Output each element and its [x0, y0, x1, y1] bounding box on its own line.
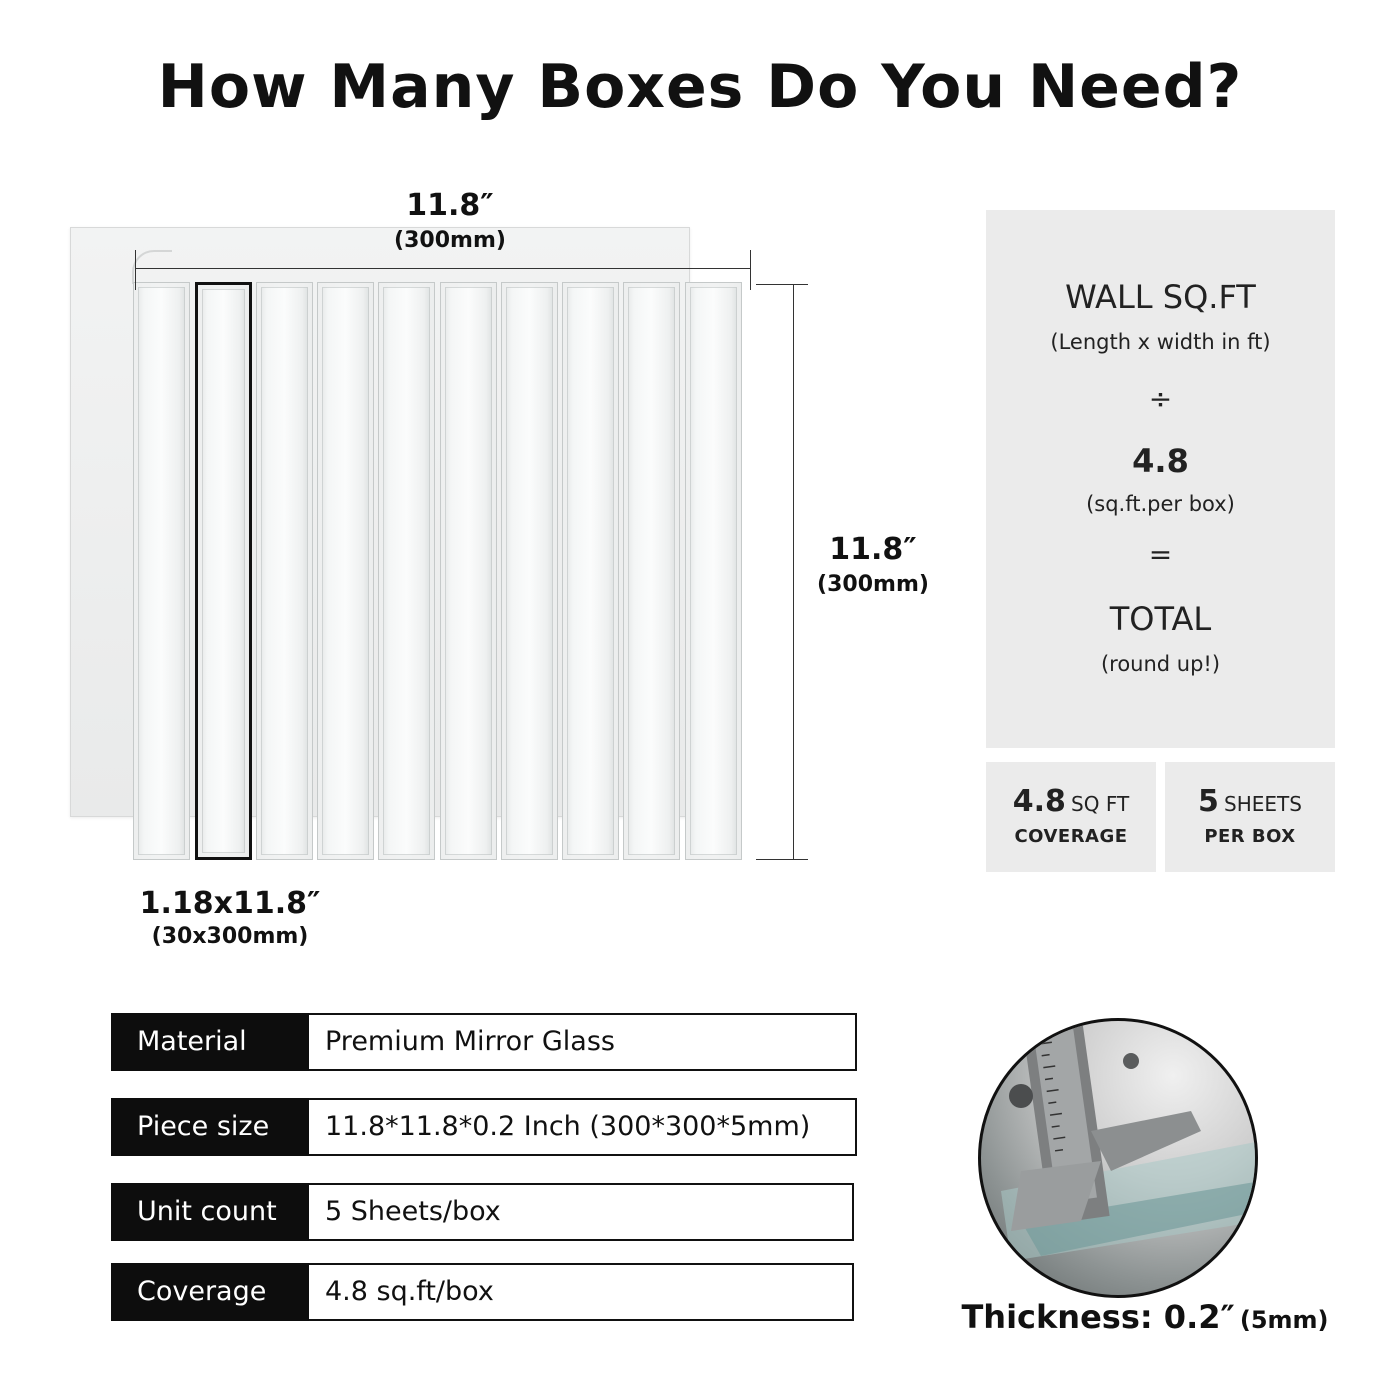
mirror-strips — [133, 282, 749, 860]
mirror-strip — [501, 282, 558, 860]
sheets-stat — [1165, 762, 1335, 872]
width-mm: (300mm) — [394, 228, 506, 253]
spec-value: 4.8 sq.ft/box — [309, 1263, 854, 1321]
sheets-number: 5 — [1198, 784, 1219, 819]
mirror-strip — [256, 282, 313, 860]
spec-label: Material — [111, 1013, 309, 1071]
sheets-label: PER BOX — [1204, 826, 1296, 847]
mirror-strip — [623, 282, 680, 860]
dimension-tick — [750, 250, 751, 290]
spec-value: 11.8*11.8*0.2 Inch (300*300*5mm) — [309, 1098, 857, 1156]
width-dimension-line — [135, 268, 751, 269]
mirror-strip — [440, 282, 497, 860]
spec-value: Premium Mirror Glass — [309, 1013, 857, 1071]
formula-total-hint: (round up!) — [1100, 652, 1221, 676]
mirror-strip — [317, 282, 374, 860]
coverage-unit: SQ FT — [1071, 792, 1130, 816]
formula-coverage-value: 4.8 — [1132, 442, 1189, 480]
formula-coverage-hint: (sq.ft.per box) — [1086, 492, 1235, 516]
mirror-strip — [378, 282, 435, 860]
thickness-caption — [900, 1298, 1390, 1336]
width-inches: 11.8″ — [406, 188, 494, 223]
strip-size-mm: (30x300mm) — [151, 924, 309, 949]
mirror-strip — [562, 282, 619, 860]
divide-sign: ÷ — [1148, 382, 1173, 415]
strip-size-inches: 1.18x11.8″ — [139, 886, 321, 921]
tile-illustration — [60, 180, 960, 980]
sheets-unit: SHEETS — [1224, 792, 1302, 816]
dimension-tick — [756, 859, 808, 860]
formula-total: TOTAL — [1109, 600, 1212, 638]
spec-row-coverage — [111, 1263, 854, 1321]
box-calculation-panel — [986, 210, 1335, 748]
thickness-label: Thickness: 0.2″ — [961, 1298, 1235, 1336]
thickness-mm: (5mm) — [1239, 1306, 1329, 1334]
height-mm: (300mm) — [817, 572, 929, 597]
caliper-icon — [981, 1021, 1258, 1298]
mirror-strip — [133, 282, 190, 860]
spec-label: Piece size — [111, 1098, 309, 1156]
spec-row-material — [111, 1013, 857, 1071]
spec-row-piece-size — [111, 1098, 857, 1156]
caliper-measurement-photo — [978, 1018, 1258, 1298]
spec-label: Unit count — [111, 1183, 309, 1241]
mirror-strip-highlighted — [195, 282, 252, 860]
dimension-tick — [756, 284, 808, 285]
height-dimension-line — [793, 284, 794, 860]
spec-label: Coverage — [111, 1263, 309, 1321]
spec-row-unit-count — [111, 1183, 854, 1241]
equals-sign: = — [1148, 538, 1173, 571]
formula-wall-sqft: WALL SQ.FT — [1065, 278, 1256, 316]
formula-wall-hint: (Length x width in ft) — [1050, 330, 1271, 354]
coverage-label: COVERAGE — [1014, 826, 1128, 847]
spec-value: 5 Sheets/box — [309, 1183, 854, 1241]
peeled-corner — [132, 250, 172, 284]
dimension-tick — [135, 250, 136, 290]
mirror-strip — [685, 282, 742, 860]
page-title: How Many Boxes Do You Need? — [157, 52, 1243, 122]
coverage-number: 4.8 — [1012, 784, 1066, 819]
coverage-stat — [986, 762, 1156, 872]
height-inches: 11.8″ — [829, 532, 917, 567]
